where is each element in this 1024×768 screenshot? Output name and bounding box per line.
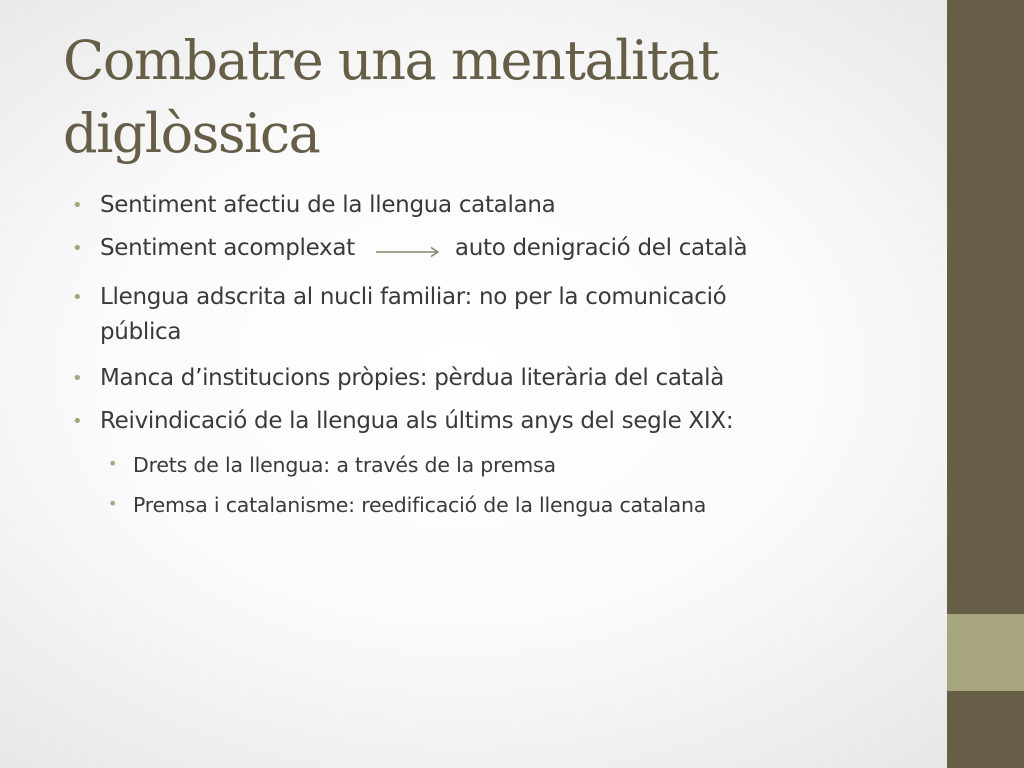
bullet-dot: • <box>72 238 83 259</box>
slide-title <box>63 24 923 170</box>
sub-bullet-dot: • <box>108 494 118 513</box>
bullet-dot: • <box>72 195 83 216</box>
bullet-dot: • <box>72 368 83 389</box>
bullet-text-continued: pública <box>100 319 182 345</box>
bullet-text: Manca d’institucions pròpies: pèrdua literària del català <box>100 365 725 391</box>
bullet-dot: • <box>72 411 83 432</box>
sub-bullet-dot: • <box>108 454 118 473</box>
bullet-item <box>72 404 734 439</box>
sub-bullet-item <box>108 490 707 520</box>
sub-bullet-text: Drets de la llengua: a través de la premsa <box>133 453 556 477</box>
bullet-item <box>72 231 748 266</box>
side-accent-block <box>947 614 1024 691</box>
bullet-text: Reivindicació de la llengua als últims anys del segle XIX: <box>100 408 734 434</box>
bullet-item <box>72 280 727 350</box>
bullet-item <box>72 188 556 223</box>
bullet-text-left: Sentiment acomplexat <box>100 235 355 261</box>
sub-bullet-item <box>108 450 556 480</box>
bullet-dot: • <box>72 287 83 308</box>
title-line-1: Combatre una mentalitat <box>63 29 718 92</box>
bullet-text: Sentiment afectiu de la llengua catalana <box>100 192 556 218</box>
bullet-text: Llengua adscrita al nucli familiar: no per la comunicació <box>100 284 727 310</box>
sub-bullet-text: Premsa i catalanisme: reedificació de la llengua catalana <box>133 493 707 517</box>
title-line-2: diglòssica <box>63 102 320 165</box>
bullet-item <box>72 361 725 396</box>
right-arrow-icon <box>376 246 440 258</box>
bullet-text-right: auto denigració del català <box>454 235 748 261</box>
